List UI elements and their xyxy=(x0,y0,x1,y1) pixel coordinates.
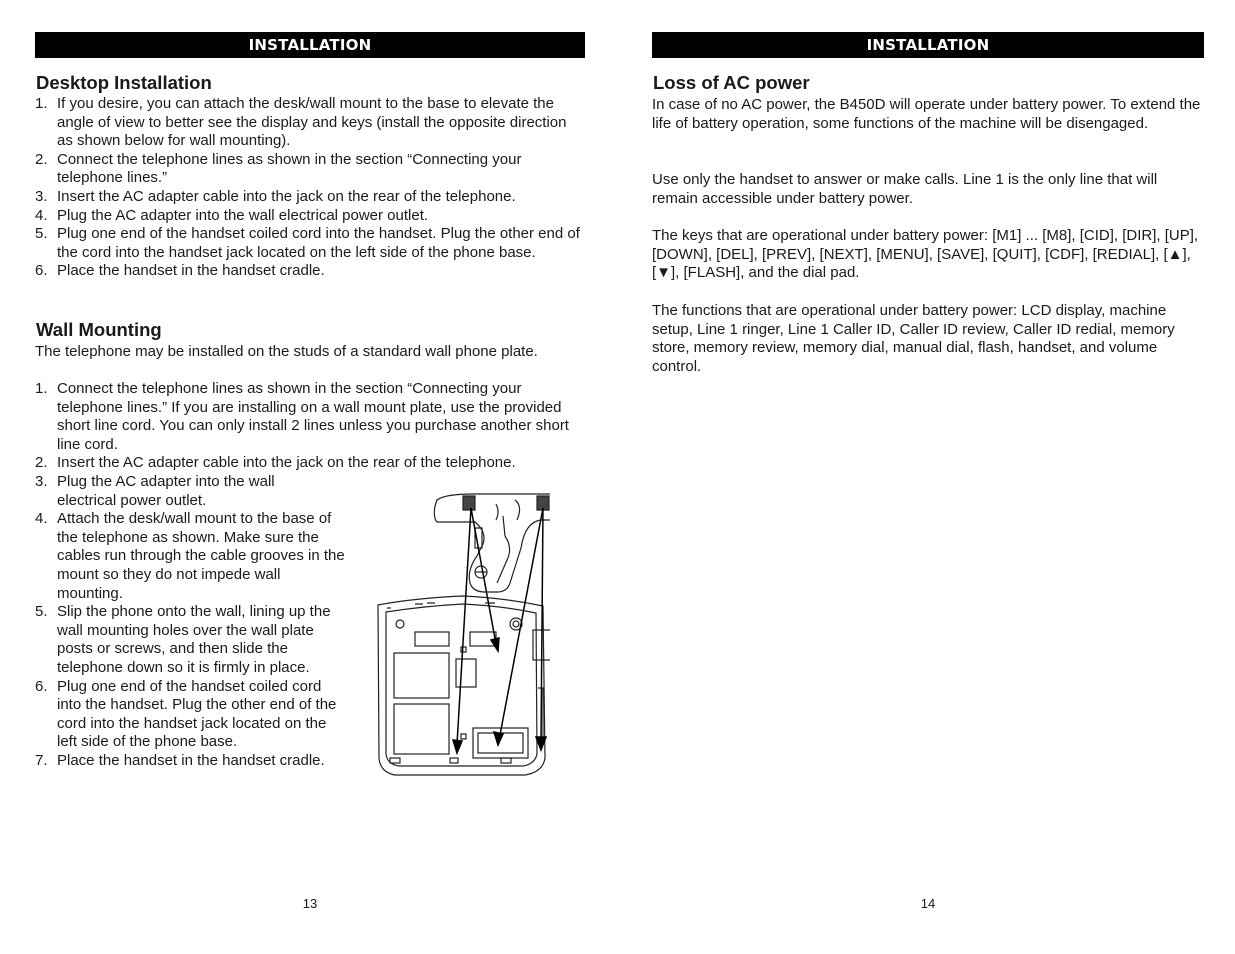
loss-of-ac-power-title: Loss of AC power xyxy=(653,72,810,93)
desktop-steps-list xyxy=(35,95,583,281)
wall-mounting-intro: The telephone may be installed on the studs of a standard wall phone plate. xyxy=(35,343,538,360)
list-item: 2. Connect the telephone lines as shown in the section “Connecting your telephone lines.” xyxy=(35,150,522,187)
desktop-installation-title: Desktop Installation xyxy=(36,72,212,93)
list-item: 4. Attach the desk/wall mount to the base of the telephone as shown. Make sure the cables run through the cable grooves in the mount so they do not impede wall mounting. xyxy=(35,510,345,602)
list-item: 1. If you desire, you can attach the desk/wall mount to the base to elevate the angle of view to better see the display and keys (install the opposite direction as shown below for wall mounting). xyxy=(35,95,567,150)
list-item: 3. Plug the AC adapter into the wall electrical power outlet. xyxy=(35,472,275,509)
page-number: 14 xyxy=(920,896,936,911)
list-item: 5. Slip the phone onto the wall, lining up the wall mounting holes over the wall plate posts or screws, and then slide the telephone down so it is firmly in place. xyxy=(35,603,331,676)
list-item: 6. Plug one end of the handset coiled cord into the handset. Plug the other end of the cord into the handset jack located on the left side of the phone base. xyxy=(35,677,337,751)
list-item: 3. Insert the AC adapter cable into the jack on the rear of the telephone. xyxy=(35,187,516,205)
paragraph: The keys that are operational under battery power: [M1] ... [M8], [CID], [DIR], [UP], [DOWN], [DEL], [PREV], [NEXT], [MENU], [SAVE], [QUIT], [CDF], [REDIAL], [▲], [▼], [FLASH], and the dial pad. xyxy=(652,227,1199,282)
wall-mounting-title: Wall Mounting xyxy=(36,319,162,340)
wall-mount-diagram-icon xyxy=(375,488,550,783)
list-item: 1. Connect the telephone lines as shown in the section “Connecting your telephone lines.” If you are installing on a wall mount plate, use the provided short line cord. You can only install 2 lines unless you purchase another short line cord. xyxy=(35,380,569,453)
page-number: 13 xyxy=(302,896,318,911)
paragraph: In case of no AC power, the B450D will operate under battery power. To extend the life of battery operation, some functions of the machine will be disengaged. xyxy=(652,96,1201,132)
list-item: 2. Insert the AC adapter cable into the jack on the rear of the telephone. xyxy=(35,454,516,472)
list-item: 7. Place the handset in the handset cradle. xyxy=(35,751,325,769)
list-item: 5. Plug one end of the handset coiled cord into the handset. Plug the other end of the cord into the handset jack located on the left side of the phone base. xyxy=(35,225,580,261)
list-item: 6. Place the handset in the handset cradle. xyxy=(35,262,325,280)
section-header-bar: INSTALLATION xyxy=(652,32,1204,58)
paragraph: Use only the handset to answer or make calls. Line 1 is the only line that will remain accessible under battery power. xyxy=(652,171,1158,207)
section-header-bar: INSTALLATION xyxy=(35,32,585,58)
paragraph: The functions that are operational under battery power: LCD display, machine setup, Line 1 ringer, Line 1 Caller ID, Caller ID review, Caller ID redial, memory store, memory review, memory dial, manual dial, flash, handset, and volume control. xyxy=(652,302,1175,375)
list-item: 4. Plug the AC adapter into the wall electrical power outlet. xyxy=(35,206,429,224)
